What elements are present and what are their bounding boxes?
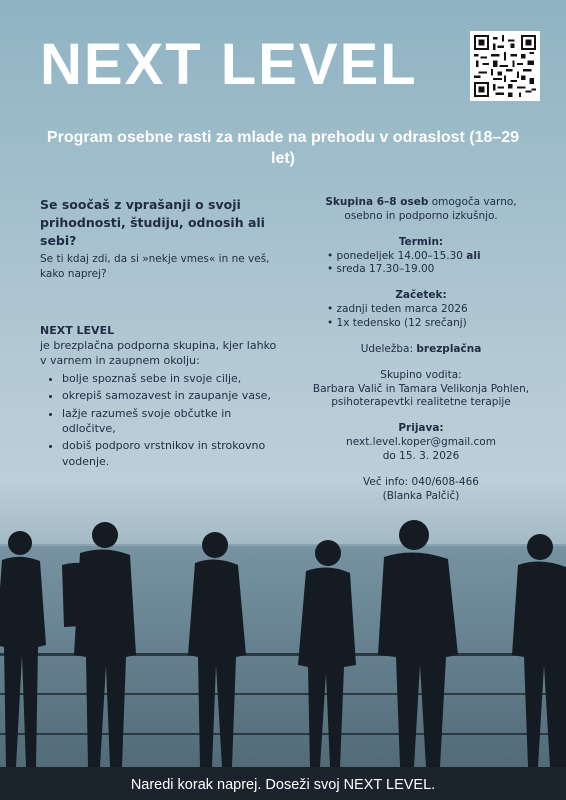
- right-column: [305, 196, 537, 516]
- question-text: Se ti kdaj zdi, da si »nekje vmes« in ne veš, kako naprej?: [40, 253, 270, 281]
- about-title: NEXT LEVEL: [40, 323, 115, 337]
- silhouettes-photo: [0, 505, 566, 800]
- list-item: • dobiš podporo vrstnikov in strokovno vodenje.: [62, 438, 280, 469]
- list-item: • zadnji teden marca 2026: [327, 303, 537, 317]
- signup-email[interactable]: next.level.koper@gmail.com: [346, 436, 496, 449]
- signup-title: Prijava:: [398, 422, 444, 435]
- list-item: • 1x tedensko (12 srečanj): [327, 317, 537, 331]
- schedule: [305, 236, 537, 278]
- headline: NEXT LEVEL: [40, 32, 418, 97]
- group-description: omogoča varno, osebno in podporno izkušnjo.: [344, 196, 517, 222]
- schedule-option-monday: • ponedeljek 14.00–15.30 ali: [327, 250, 537, 264]
- leaders: [305, 369, 537, 411]
- bottom-tagline: Naredi korak naprej. Doseži svoj NEXT LEVEL.: [130, 777, 436, 793]
- list-item: • lažje razumeš svoje občutke in odločitve,: [62, 406, 280, 437]
- list-item: • okrepiš samozavest in zaupanje vase,: [62, 388, 280, 403]
- participation-value: brezplačna: [416, 342, 482, 355]
- list-item: • bolje spoznaš sebe in svoje cilje,: [62, 371, 280, 386]
- group-size: Skupina 6–8 oseb: [325, 196, 429, 208]
- contact-phone: Več info: 040/608-466: [363, 475, 479, 488]
- start-title: Začetek:: [395, 289, 447, 302]
- participation-label: Udeležba:: [360, 342, 414, 355]
- schedule-option-wednesday: • sreda 17.30–19.00: [327, 263, 537, 277]
- left-column: [40, 196, 280, 471]
- contact-person: (Blanka Palčič): [382, 489, 460, 502]
- schedule-title: Termin:: [398, 235, 444, 248]
- participation: [305, 343, 537, 357]
- about-intro: je brezplačna podporna skupina, kjer lahko v varnem in zaupnem okolju:: [40, 339, 277, 368]
- signup-deadline: do 15. 3. 2026: [382, 450, 460, 463]
- subtitle: Program osebne rasti za mlade na prehodu v odraslost (18–29 let): [46, 129, 520, 167]
- benefits-list: [40, 371, 280, 469]
- leaders-role: psihoterapevtki realitetne terapije: [331, 396, 511, 409]
- start-info: [305, 289, 537, 331]
- contact-info: [305, 476, 537, 504]
- leaders-names: Barbara Valič in Tamara Velikonja Pohlen,: [312, 382, 530, 395]
- question-heading: Se soočaš z vprašanji o svoji prihodnosti, študiju, odnosih ali sebi?: [40, 197, 265, 249]
- signup: [305, 422, 537, 464]
- group-info: [305, 196, 537, 224]
- leaders-intro: Skupino vodita:: [380, 368, 462, 381]
- qr-code-icon: [470, 31, 540, 101]
